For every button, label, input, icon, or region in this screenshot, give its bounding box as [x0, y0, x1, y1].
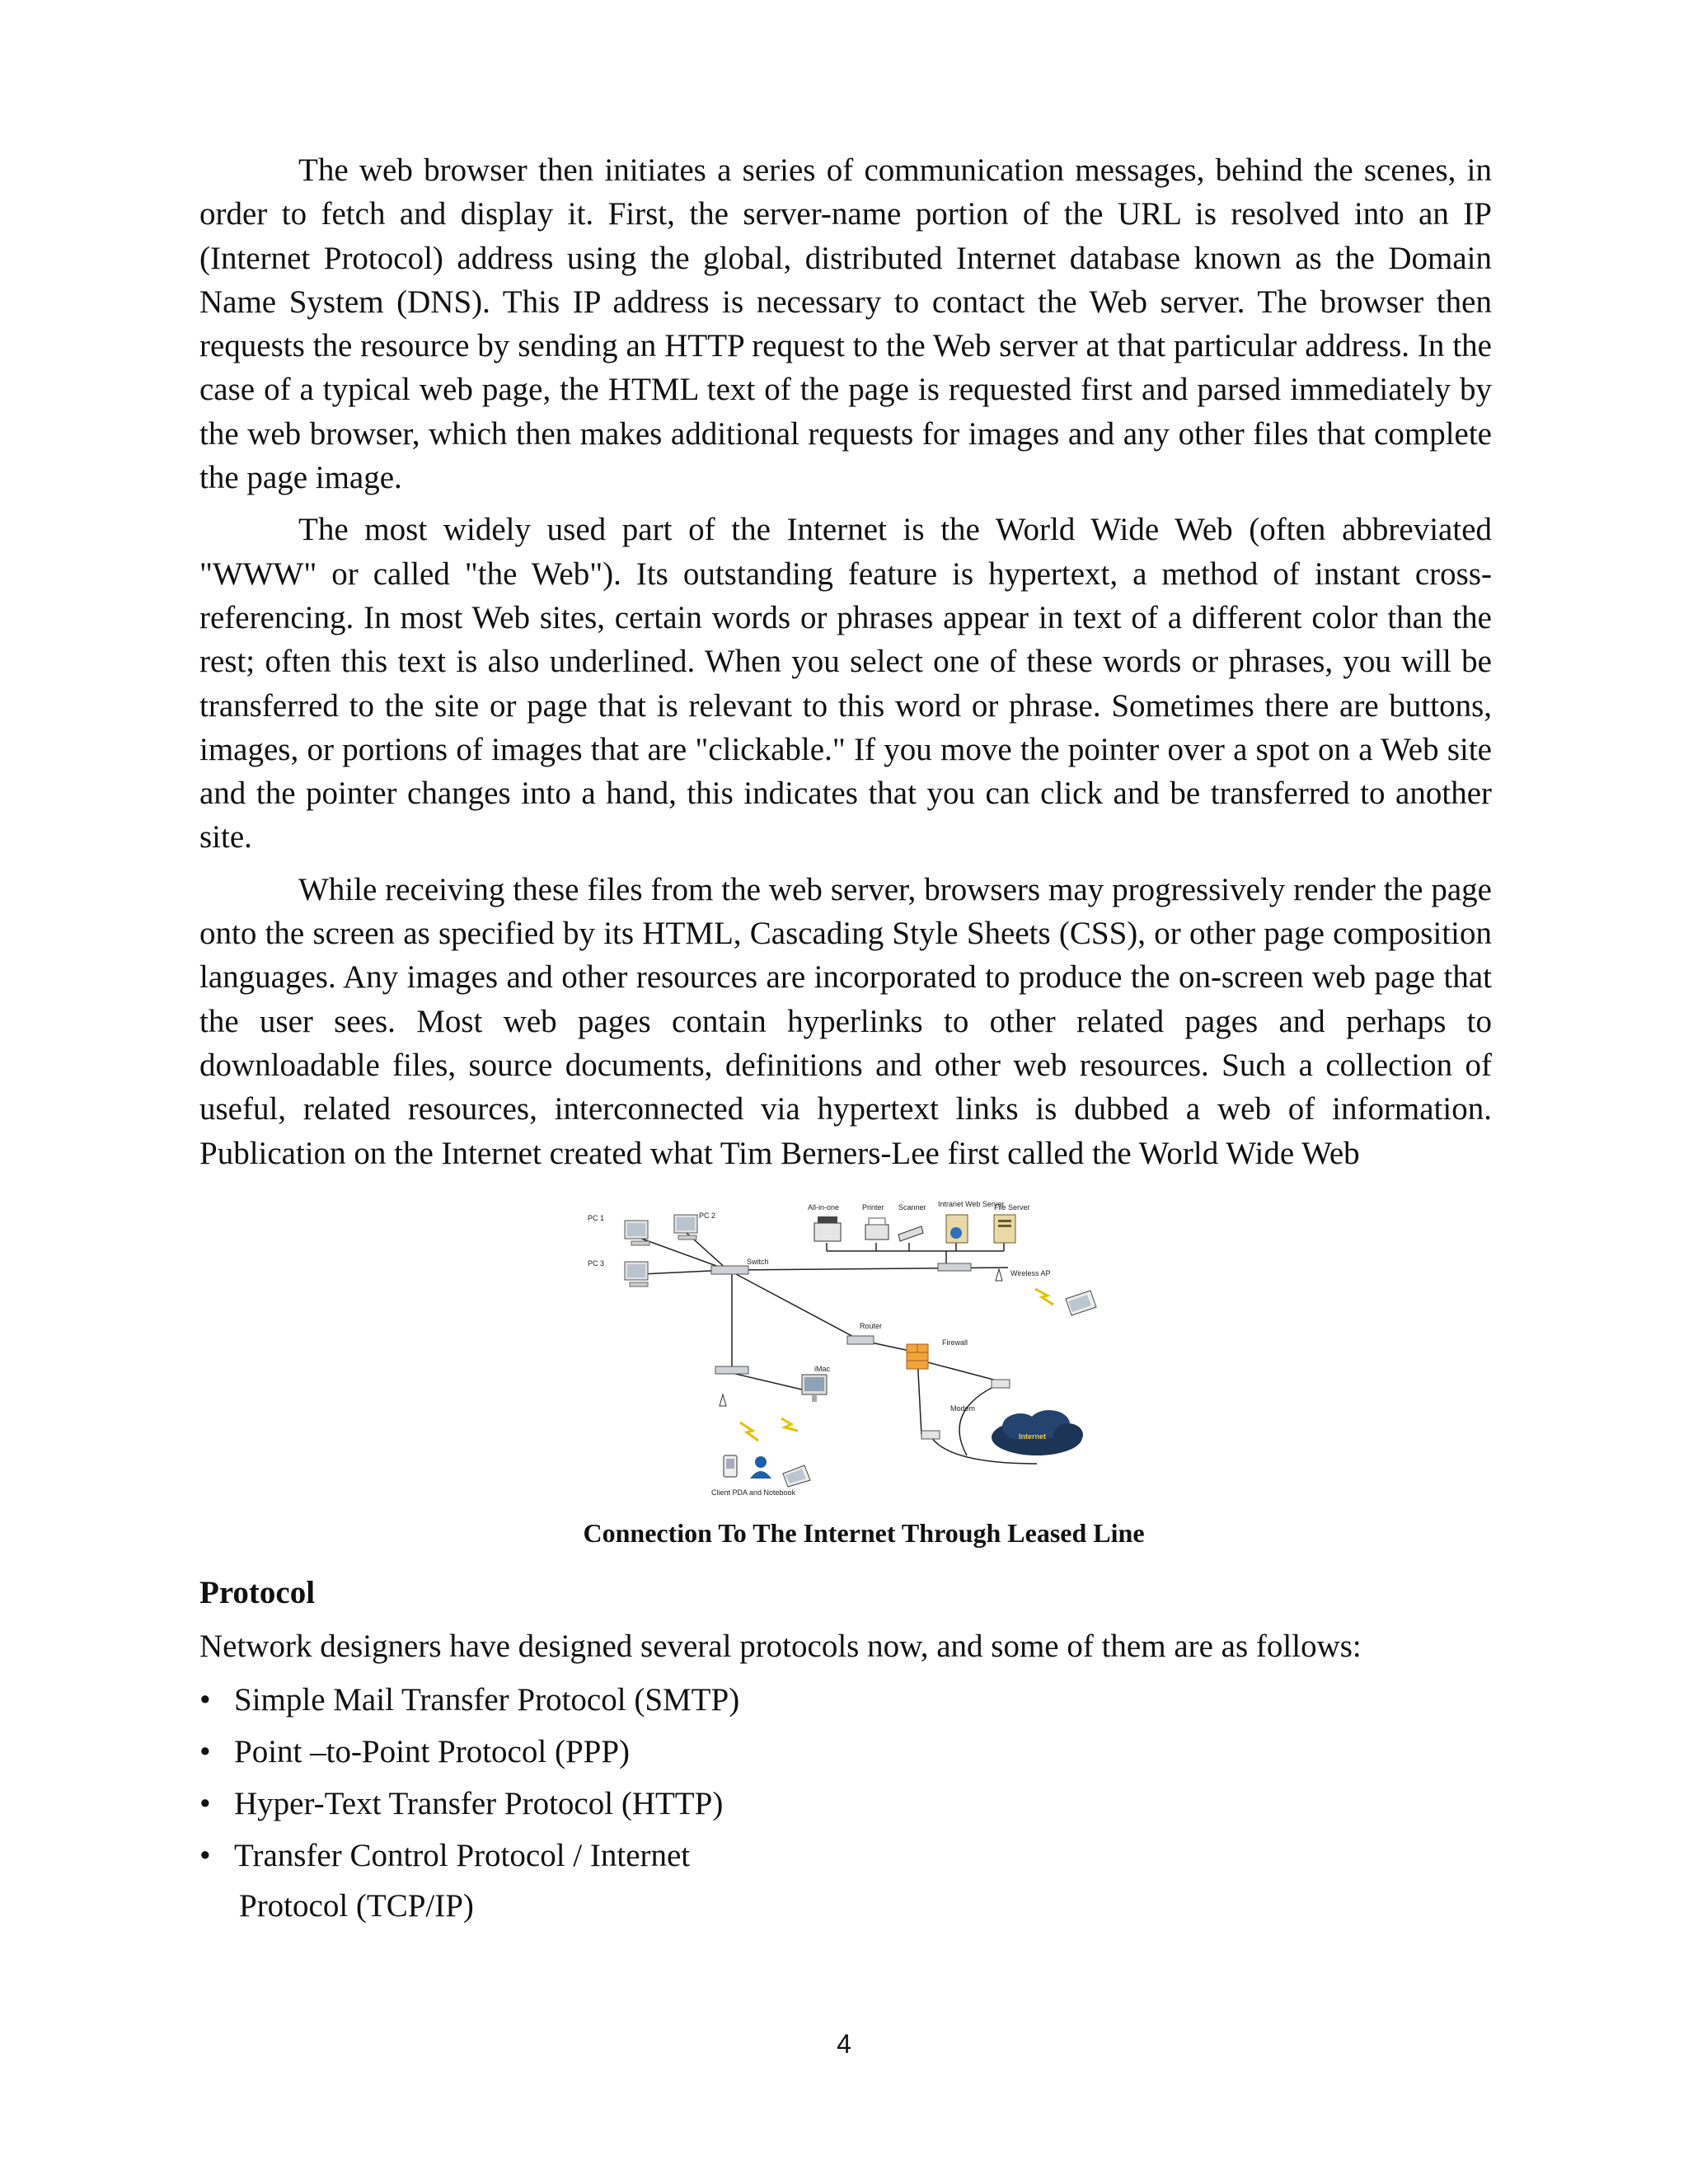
modem-icon	[921, 1431, 940, 1439]
label-switch: Switch	[747, 1257, 769, 1266]
bullet-symbol: •	[199, 1785, 211, 1821]
label-all-in-one: All-in-one	[808, 1202, 840, 1212]
list-item-continuation: Protocol (TCP/IP)	[239, 1887, 474, 1924]
page-number: 4	[837, 2029, 851, 2059]
paragraph-browser-requests: The web browser then initiates a series of communication messages, behind the scenes, in order to fetch and display it. First, the server-name portion of the URL is resolved into an IP (Internet Protocol) address using the global, distributed Internet database known as the Domain Name System (DNS). This IP address is necessary to contact the Web server. The browser then requests the resource by sending an HTTP request to the Web server at that particular address. In the case of a typical web page, the HTML text of the page is requested first and parsed immediately by the web browser, which then makes additional requests for images and any other files that complete the page image.	[199, 152, 1492, 496]
user-icon	[750, 1456, 771, 1479]
bullet-symbol: •	[199, 1681, 211, 1718]
section-heading: Protocol	[199, 1574, 316, 1610]
bullet-symbol: •	[199, 1837, 211, 1873]
pc-2-icon	[674, 1215, 697, 1240]
switch-icon	[711, 1266, 748, 1274]
lightning-icon	[1035, 1289, 1053, 1305]
list-item	[199, 1674, 1492, 1726]
label-imac: iMac	[814, 1364, 831, 1373]
laptop-icon	[1066, 1291, 1096, 1315]
label-pc1: PC 1	[588, 1213, 605, 1222]
pc-1-icon	[625, 1221, 649, 1245]
bullet-symbol: •	[199, 1733, 211, 1769]
list-item-text: Point –to-Point Protocol (PPP)	[234, 1733, 630, 1769]
label-firewall: Firewall	[942, 1338, 968, 1347]
label-modem: Modem	[950, 1404, 976, 1413]
intranet-server-icon	[946, 1215, 968, 1243]
paragraph-rendering: While receiving these files from the web server, browsers may progressively render the page onto the screen as specified by its HTML, Cascading Style Sheets (CSS), or other page composition languages. Any images and other resources are incorporated to produce the on-screen web page that the user sees. Most web pages contain hyperlinks to other related pages and perhaps to downloadable files, source documents, definitions and other web resources. Such a collection of useful, related resources, interconnected via hypertext links is dubbed a web of information. Publication on the Internet created what Tim Berners-Lee first called the World Wide Web	[199, 871, 1492, 1171]
label-internet: Internet	[1019, 1432, 1047, 1441]
connection-lines	[637, 1233, 1037, 1464]
paragraph-world-wide-web: The most widely used part of the Internet is the World Wide Web (often abbreviated "WWW" or called "the Web"). Its outstanding feature is hypertext, a method of instant cross-referencing. In most Web sites, certain words or phrases appear in text of a different color than the rest; often this text is also underlined. When you select one of these words or phrases, you will be transferred to the site or page that is relevant to this word or phrase. Sometimes there are buttons, images, or portions of images that are "clickable." If you move the pointer over a spot on a Web site and the pointer changes into a hand, this indicates that you can click and be transferred to another site.	[199, 512, 1492, 855]
pc-3-icon	[625, 1262, 648, 1286]
antenna-icon	[720, 1394, 726, 1406]
list-item-text: Hyper-Text Transfer Protocol (HTTP)	[234, 1785, 724, 1821]
protocol-intro: Network designers have designed several protocols now, and some of them are as follows:	[199, 1628, 1362, 1664]
list-item	[199, 1830, 1492, 1931]
modem-box-icon	[992, 1380, 1010, 1388]
list-item-text: Simple Mail Transfer Protocol (SMTP)	[234, 1681, 740, 1718]
switch-2-icon	[938, 1263, 971, 1271]
label-file-server: File Server	[994, 1202, 1030, 1212]
network-diagram	[575, 1183, 1152, 1505]
lightning-2-icon	[740, 1422, 758, 1441]
printer-icon	[865, 1218, 889, 1240]
firewall-icon	[907, 1344, 928, 1369]
file-server-icon	[994, 1215, 1015, 1243]
lightning-3-icon	[781, 1418, 798, 1431]
label-router: Router	[860, 1321, 883, 1330]
scanner-icon	[898, 1226, 923, 1241]
label-wireless-ap: Wireless AP	[1010, 1268, 1051, 1277]
notebook-icon	[783, 1465, 810, 1487]
pda-icon	[724, 1455, 737, 1477]
label-scanner: Scanner	[898, 1202, 926, 1212]
label-printer: Printer	[862, 1202, 884, 1212]
list-item	[199, 1726, 1492, 1778]
label-intranet-server: Intranet Web Server	[938, 1199, 1005, 1208]
label-pc3: PC 3	[588, 1258, 605, 1268]
label-client: Client PDA and Notebook	[711, 1488, 796, 1497]
list-item-text: Transfer Control Protocol / Internet	[234, 1837, 691, 1873]
document-page	[199, 148, 1492, 1931]
list-item	[199, 1778, 1492, 1830]
switch-3-icon	[715, 1366, 748, 1374]
protocol-list	[199, 1674, 1492, 1931]
wireless-ap-icon	[996, 1269, 1002, 1281]
imac-icon	[802, 1375, 827, 1402]
label-pc2: PC 2	[699, 1211, 716, 1220]
all-in-one-icon	[814, 1216, 841, 1241]
figure-caption: Connection To The Internet Through Leased Line	[583, 1517, 1145, 1548]
router-icon	[847, 1336, 874, 1344]
